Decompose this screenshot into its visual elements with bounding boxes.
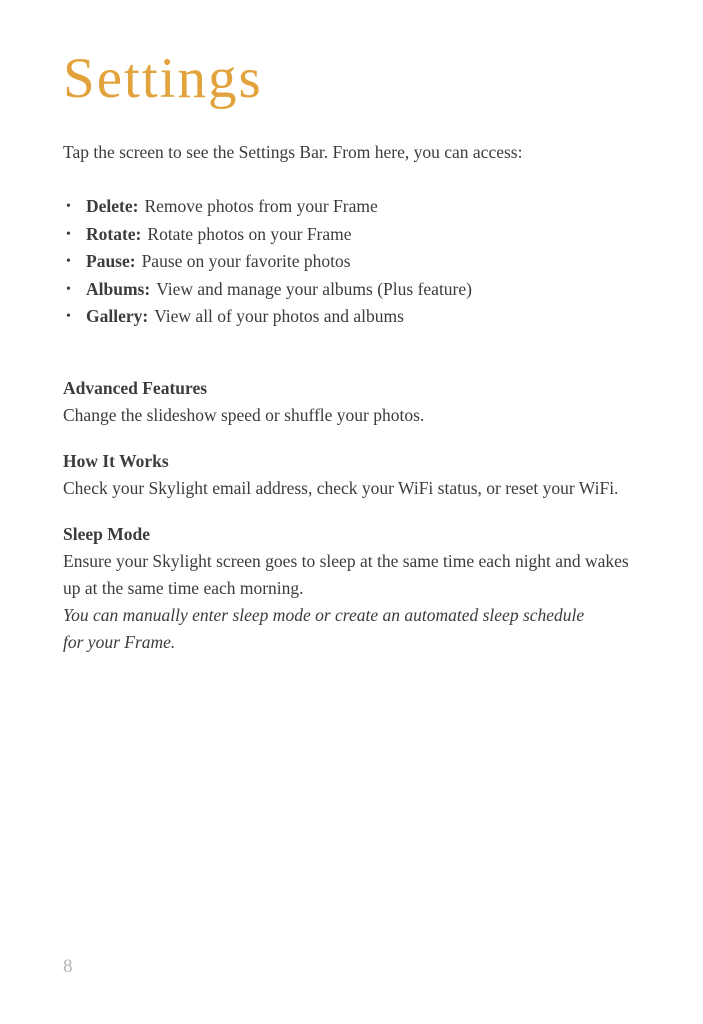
list-term: Pause: [86, 251, 136, 271]
list-term: Gallery: [86, 306, 149, 326]
section-heading: Advanced Features [63, 377, 208, 398]
feature-list [63, 193, 643, 331]
bullet-icon: • [66, 309, 71, 324]
intro-text: Tap the screen to see the Settings Bar. From here, you can access: [63, 142, 523, 162]
section-heading: Sleep Mode [63, 523, 151, 544]
list-term: Rotate: [86, 223, 142, 244]
list-desc: Remove photos from your Frame [144, 196, 378, 216]
list-item [63, 248, 643, 276]
section-body: Change the slideshow speed or shuffle your photos. [63, 404, 425, 425]
bullet-icon: • [66, 281, 71, 297]
list-desc: View all of your photos and albums [154, 306, 404, 326]
bullet-icon: • [66, 254, 71, 269]
bullet-icon: • [66, 199, 71, 214]
section-how-it-works [63, 448, 643, 502]
page-number: 8 [63, 956, 73, 977]
list-item [63, 276, 643, 304]
list-term: Delete: [86, 196, 139, 216]
section-heading: How It Works [63, 450, 169, 471]
list-item [63, 193, 643, 221]
section-note-italic: You can manually enter sleep mode or create an automated sleep schedule for your Frame. [63, 604, 585, 652]
page-title: Settings [63, 47, 263, 110]
list-item [63, 221, 643, 249]
list-desc: Rotate photos on your Frame [147, 223, 352, 244]
section-advanced-features [63, 375, 643, 429]
list-item [63, 303, 643, 331]
list-term: Albums: [86, 278, 151, 299]
section-sleep-mode [63, 521, 643, 656]
list-desc: View and manage your albums (Plus feature) [156, 278, 472, 299]
section-body: Check your Skylight email address, check your WiFi status, or reset your WiFi. [63, 477, 619, 498]
list-desc: Pause on your favorite photos [141, 251, 351, 271]
section-body: Ensure your Skylight screen goes to sleep at the same time each night and wakes up at the same time each morning. [63, 550, 629, 598]
bullet-icon: • [66, 226, 71, 242]
sections [63, 375, 643, 656]
